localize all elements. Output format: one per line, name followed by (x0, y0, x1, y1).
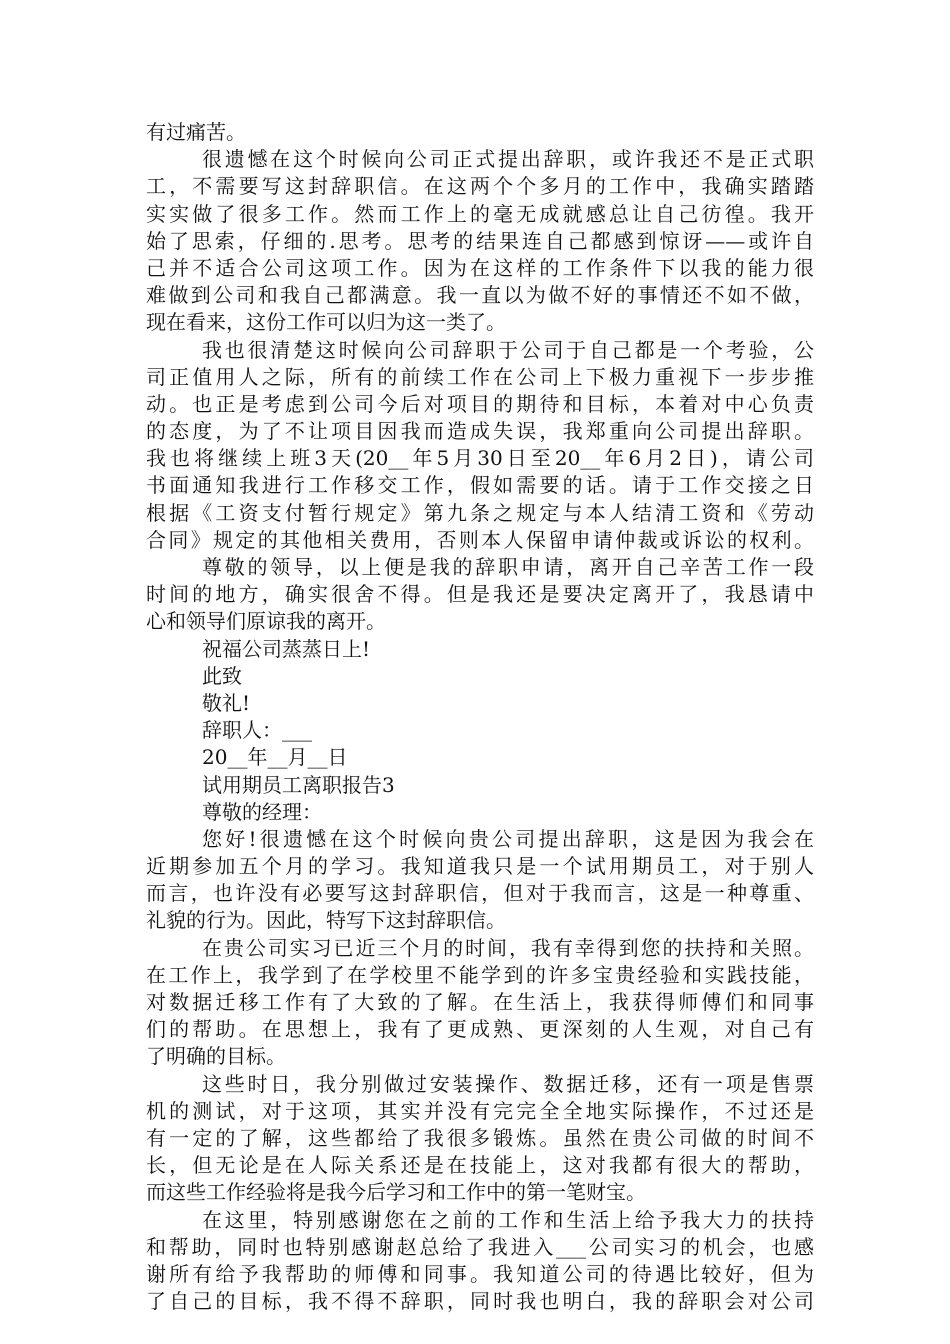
text-line: 己并不适合公司这项工作。因为在这样的工作条件下以我的能力很 (146, 255, 814, 280)
text-line: 合同》规定的其他相关费用，否则本人保留申请仲裁或诉讼的权利。 (146, 527, 814, 552)
text-line: 长，但无论是在人际关系还是在技能上，这对我都有很大的帮助， (146, 1153, 814, 1178)
text-line: 您好!很遗憾在这个时候向贵公司提出辞职，这是因为我会在 (202, 826, 814, 851)
text-line: 机的测试，对于这项，其实并没有完完全全地实际操作，不过还是 (146, 1098, 814, 1123)
text-line: 尊敬的经理： (202, 799, 322, 824)
text-line: 辞职人：___ (202, 718, 312, 743)
text-line: 祝福公司蒸蒸日上! (202, 636, 371, 661)
text-line: 而这些工作经验将是我今后学习和工作中的第一笔财宝。 (146, 1180, 646, 1205)
text-line: 礼貌的行为。因此，特写下这封辞职信。 (146, 908, 506, 933)
text-line: 在工作上，我学到了在学校里不能学到的许多宝贵经验和实践技能， (146, 962, 814, 987)
text-line: 始了思索，仔细的.思考。思考的结果连自己都感到惊讶——或许自 (146, 228, 814, 253)
text-line: 动。也正是考虑到公司今后对项目的期待和目标，本着对中心负责 (146, 391, 814, 416)
text-line: 有过痛苦。 (146, 120, 246, 144)
text-line: 司正值用人之际，所有的前续工作在公司上下极力重视下一步步推 (146, 364, 814, 389)
text-line: 现在看来，这份工作可以归为这一类了。 (146, 310, 506, 335)
text-line: 的态度，为了不让项目因我而造成失误，我郑重向公司提出辞职。 (146, 419, 814, 444)
text-line: 20__年__月__日 (202, 745, 348, 770)
text-line: 根据《工资支付暂行规定》第九条之规定与本人结清工资和《劳动 (146, 500, 814, 525)
text-line: 这些时日，我分别做过安装操作、数据迁移，还有一项是售票 (202, 1071, 814, 1096)
text-line: 敬礼! (202, 690, 251, 715)
text-line: 工，不需要写这封辞职信。在这两个个多月的工作中，我确实踏踏 (146, 174, 814, 199)
text-line: 谢所有给予我帮助的师傅和同事。我知道公司的待遇比较好，但为 (146, 1261, 814, 1286)
text-line: 近期参加五个月的学习。我知道我只是一个试用期员工，对于别人 (146, 854, 814, 879)
text-line: 而言，也许没有必要写这封辞职信，但对于我而言，这是一种尊重、 (146, 881, 814, 906)
text-line: 有一定的了解，这些都给了我很多锻炼。虽然在贵公司做的时间不 (146, 1125, 814, 1150)
text-line: 时间的地方，确实很舍不得。但是我还是要决定离开了，我恳请中 (146, 582, 814, 607)
text-line: 和帮助，同时也特别感谢赵总给了我进入___公司实习的机会，也感 (146, 1234, 814, 1259)
text-line: 在这里，特别感谢您在之前的工作和生活上给予我大力的扶持 (202, 1207, 814, 1232)
text-line: 了自己的目标，我不得不辞职，同时我也明白，我的辞职会对公司 (146, 1289, 814, 1314)
text-line: 试用期员工离职报告3 (202, 772, 395, 797)
text-line: 我也很清楚这时候向公司辞职于公司于自己都是一个考验，公 (202, 337, 814, 362)
text-line: 很遗憾在这个时候向公司正式提出辞职，或许我还不是正式职 (202, 147, 814, 172)
text-line: 实实做了很多工作。然而工作上的毫无成就感总让自己彷徨。我开 (146, 201, 814, 226)
text-line: 心和领导们原谅我的离开。 (146, 609, 386, 634)
text-line: 难做到公司和我自己都满意。我一直以为做不好的事情还不如不做， (146, 283, 814, 308)
text-line: 此致 (202, 663, 242, 688)
text-line: 了明确的目标。 (146, 1044, 286, 1069)
text-line: 尊敬的领导，以上便是我的辞职申请，离开自己辛苦工作一段 (202, 555, 814, 579)
text-line: 对数据迁移工作有了大致的了解。在生活上，我获得师傅们和同事 (146, 990, 814, 1014)
text-line: 在贵公司实习已近三个月的时间，我有幸得到您的扶持和关照。 (202, 935, 814, 960)
text-line: 们的帮助。在思想上，我有了更成熟、更深刻的人生观，对自己有 (146, 1017, 814, 1042)
text-line: 书面通知我进行工作移交工作，假如需要的话。请于工作交接之日 (146, 473, 814, 498)
text-line: 我也将继续上班3天(20__年5月30日至20__年6月2日)，请公司 (146, 446, 814, 471)
document-body (146, 119, 814, 1315)
